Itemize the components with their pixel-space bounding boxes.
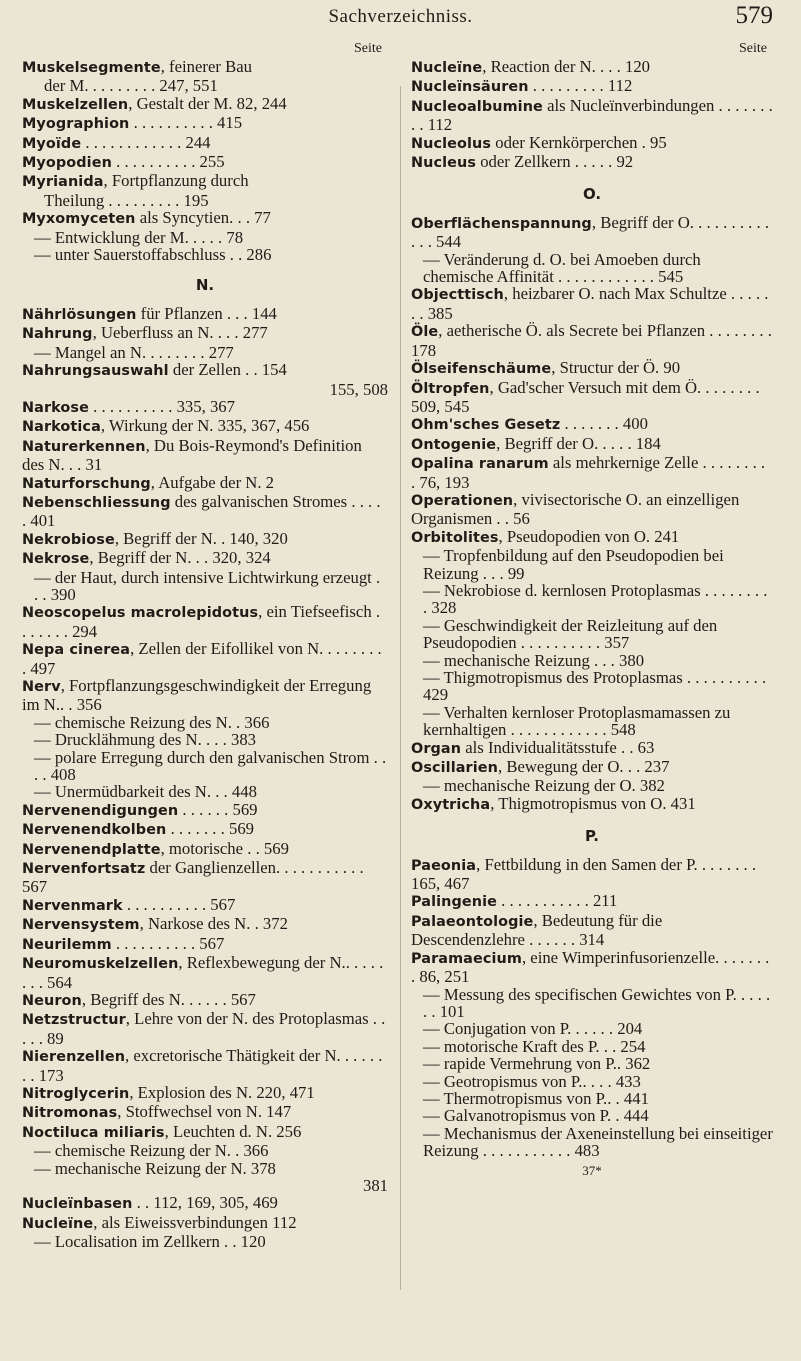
index-column-right — [411, 40, 773, 1179]
entry-keyword: Nucleus — [411, 155, 477, 172]
entry-keyword: Nucleïnsäuren — [411, 79, 529, 96]
index-entry: — der Haut, durch intensive Lichtwirkung erzeugt . . . 390 — [34, 567, 381, 604]
entry-keyword: Palaeontologie — [411, 913, 534, 930]
index-entry: Oberflächenspannung, Begriff der O. . . . . . . . . . . . . 544 — [411, 212, 770, 252]
index-entry: Ölseifenschäume, Structur der Ö. 90 — [411, 358, 681, 378]
index-entry: 155, 508 — [329, 379, 388, 399]
index-entry: — Geotropismus von P.. . . . 433 — [423, 1071, 641, 1091]
entry-keyword: Nucleolus — [411, 135, 492, 152]
section-letter: O. — [582, 185, 602, 204]
entry-keyword: Nekrobiose — [22, 531, 115, 548]
index-entry: Myxomyceten als Syncytien. . . 77 — [22, 208, 271, 228]
index-entry: Nitromonas, Stoffwechsel von N. 147 — [22, 1102, 292, 1122]
index-entry: Paramaecium, eine Wimperinfusorienzelle. . . . . . . . 86, 251 — [411, 947, 770, 987]
entry-keyword: Nervenmark — [22, 897, 123, 914]
index-entry: — Verhalten kernloser Protoplasmamassen zu kernhaltigen . . . . . . . . . . . . 548 — [423, 702, 731, 740]
index-entry: Muskelsegmente, feinerer Bau — [22, 57, 252, 76]
index-entry: — Geschwindigkeit der Reizleitung auf den Pseudopodien . . . . . . . . . . 357 — [423, 615, 718, 653]
entry-list — [411, 58, 773, 1160]
entry-keyword: Myopodien — [22, 155, 112, 172]
index-entry: Nucleïnsäuren . . . . . . . . . 112 — [411, 76, 633, 96]
entry-keyword: Nepa cinerea — [22, 642, 131, 659]
entry-keyword: Nahrungsauswahl — [22, 363, 169, 380]
index-entry: Nucleïne, Reaction der N. . . . 120 — [411, 57, 651, 76]
index-entry: — Mangel an N. . . . . . . . 277 — [34, 342, 234, 362]
index-entry: Operationen, vivisectorische O. an einzelligen Organismen . . 56 — [411, 489, 740, 529]
index-entry: — Veränderung d. O. bei Amoeben durch chemische Affinität . . . . . . . . . . . . 545 — [423, 249, 701, 287]
entry-keyword: Nährlösungen — [22, 306, 137, 323]
entry-keyword: Öltropfen — [411, 380, 490, 397]
entry-keyword: Nierenzellen — [22, 1049, 126, 1066]
index-entry: — rapide Vermehrung von P.. 362 — [423, 1054, 651, 1074]
entry-keyword: Nucleoalbumine — [411, 98, 543, 115]
index-entry: Narkotica, Wirkung der N. 335, 367, 456 — [22, 416, 310, 436]
index-entry: Palingenie . . . . . . . . . . . 211 — [411, 891, 618, 911]
index-entry: — unter Sauerstoffabschluss . . 286 — [34, 245, 272, 265]
running-title: Sachverzeichniss. — [328, 6, 473, 27]
index-entry: Nervenfortsatz der Ganglienzellen. . . . . . . . . . . 567 — [22, 858, 364, 897]
column-divider — [400, 86, 401, 1290]
entry-keyword: Oberflächenspannung — [411, 215, 592, 232]
index-entry: Paeonia, Fettbildung in den Samen der P. . . . . . . . 165, 467 — [411, 854, 757, 894]
entry-keyword: Nitroglycerin — [22, 1085, 130, 1102]
entry-keyword: Myrianida — [22, 174, 104, 191]
index-entry: — Thermotropismus von P.. . 441 — [423, 1088, 649, 1108]
index-entry: Öltropfen, Gad'scher Versuch mit dem Ö. . . . . . . . 509, 545 — [411, 377, 760, 416]
index-entry: — mechanische Reizung . . . 380 — [423, 650, 645, 670]
index-entry: Objecttisch, heizbarer O. nach Max Schultze . . . . . . . 385 — [411, 284, 769, 323]
index-entry: — polare Erregung durch den galvanischen Strom . . . . 408 — [34, 747, 387, 785]
index-entry: — Mechanismus der Axeneinstellung bei einseitiger Reizung . . . . . . . . . . . 483 — [423, 1123, 773, 1161]
entry-keyword: Noctiluca miliaris — [22, 1124, 165, 1141]
entry-keyword: Neuromuskelzellen — [22, 956, 179, 973]
index-entry: Nervenendplatte, motorische . . 569 — [22, 838, 289, 858]
seite-label: Seite — [739, 41, 767, 56]
index-entry: Nucleïnbasen . . 112, 169, 305, 469 — [22, 1193, 278, 1213]
entry-keyword: Nerv — [22, 679, 61, 695]
index-entry: Myopodien . . . . . . . . . . 255 — [22, 152, 225, 172]
entry-keyword: Muskelzellen — [22, 96, 129, 113]
entry-keyword: Oscillarien — [411, 760, 498, 777]
entry-keyword: Myoïde — [22, 135, 82, 152]
index-entry: Netzstructur, Lehre von der N. des Protoplasmas . . . . . 89 — [22, 1009, 386, 1048]
index-entry: 381 — [362, 1175, 388, 1195]
entry-keyword: Myographion — [22, 116, 130, 133]
entry-keyword: Objecttisch — [411, 287, 504, 304]
entry-keyword: Nucleïne — [22, 1215, 94, 1232]
index-entry: — Nekrobiose d. kernlosen Protoplasmas . . . . . . . . . 328 — [423, 580, 768, 618]
index-entry: Orbitolites, Pseudopodien von O. 241 — [411, 526, 680, 546]
section-letter: N. — [195, 276, 215, 295]
index-entry: Nucleoalbumine als Nucleïnverbindungen . . . . . . . . . 112 — [411, 95, 773, 135]
entry-keyword: Organ — [411, 740, 462, 757]
index-entry: — mechanische Reizung der N. 378 — [34, 1158, 276, 1178]
index-entry: Neurilemm . . . . . . . . . . 567 — [22, 933, 225, 953]
index-entry: Nahrung, Ueberfluss an N. . . . 277 — [22, 323, 268, 343]
index-entry: — chemische Reizung des N. . 366 — [34, 712, 270, 732]
entry-keyword: Muskelsegmente — [22, 60, 161, 76]
entry-keyword: Netzstructur — [22, 1012, 126, 1029]
index-entry: — Localisation im Zellkern . . 120 — [34, 1232, 266, 1252]
index-entry: Nucleus oder Zellkern . . . . . 92 — [411, 152, 634, 172]
index-column-left — [22, 40, 388, 1251]
index-entry: Neoscopelus macrolepidotus, ein Tiefseefisch . . . . . . . 294 — [22, 602, 381, 641]
entry-keyword: Öle — [411, 324, 439, 341]
entry-keyword: Narkose — [22, 399, 89, 416]
section-letter: P. — [585, 827, 599, 846]
entry-keyword: Opalina ranarum — [411, 456, 549, 473]
index-entry: — Messung des specifischen Gewichtes von P. . . . . . . 101 — [423, 984, 771, 1021]
index-entry: — Drucklähmung des N. . . . 383 — [34, 730, 257, 750]
index-entry: Oxytricha, Thigmotropismus von O. 431 — [411, 793, 696, 813]
entry-keyword: Naturerkennen — [22, 438, 146, 455]
entry-keyword: Nucleïnbasen — [22, 1196, 133, 1213]
index-entry: Nervensystem, Narkose des N. . 372 — [22, 914, 288, 934]
entry-keyword: Nervenendigungen — [22, 802, 179, 819]
index-entry: — mechanische Reizung der O. 382 — [423, 776, 665, 796]
index-entry: Nährlösungen für Pflanzen . . . 144 — [22, 303, 277, 323]
index-entry: Nebenschliessung des galvanischen Stromes . . . . . 401 — [22, 491, 381, 531]
entry-list — [22, 58, 388, 1251]
index-entry: Öle, aetherische Ö. als Secrete bei Pflanzen . . . . . . . . 178 — [411, 321, 772, 360]
index-entry: Naturerkennen, Du Bois-Reymond's Definition des N. . . 31 — [22, 435, 362, 475]
index-entry: Nahrungsauswahl der Zellen . . 154 — [22, 360, 287, 380]
entry-keyword: Nucleïne — [411, 60, 483, 76]
index-entry: Nervenmark . . . . . . . . . . 567 — [22, 894, 236, 914]
index-entry: Nekrobiose, Begriff der N. . 140, 320 — [22, 528, 288, 548]
index-entry: Noctiluca miliaris, Leuchten d. N. 256 — [22, 1121, 302, 1141]
index-entry: — Entwicklung der M. . . . . 78 — [34, 227, 244, 247]
entry-keyword: Nervenendkolben — [22, 822, 167, 839]
index-entry: Nucleolus oder Kernkörperchen . 95 — [411, 132, 667, 152]
index-entry: Nucleïne, als Eiweissverbindungen 112 — [22, 1212, 297, 1232]
index-entry: Ohm'sches Gesetz . . . . . . . 400 — [411, 414, 648, 434]
entry-keyword: Naturforschung — [22, 475, 151, 492]
index-entry: — Tropfenbildung auf den Pseudopodien bei Reizung . . . 99 — [423, 546, 724, 583]
index-entry: der M. . . . . . . . . 247, 551 — [44, 76, 218, 96]
index-entry: — Thigmotropismus des Protoplasmas . . . . . . . . . . 429 — [423, 668, 767, 705]
index-entry: Nitroglycerin, Explosion des N. 220, 471 — [22, 1082, 315, 1102]
entry-keyword: Nervenfortsatz — [22, 861, 146, 878]
index-entry: Myrianida, Fortpflanzung durch — [22, 171, 249, 191]
index-entry: Myoïde . . . . . . . . . . . . 244 — [22, 132, 211, 152]
index-entry: Neuron, Begriff des N. . . . . . 567 — [22, 989, 256, 1009]
index-entry: Ontogenie, Begriff der O. . . . . 184 — [411, 433, 661, 453]
seite-label: Seite — [354, 41, 382, 56]
index-entry: Theilung . . . . . . . . . 195 — [44, 190, 209, 210]
index-entry: Palaeontologie, Bedeutung für die Descendenzlehre . . . . . . 314 — [411, 910, 663, 950]
index-entry: Nepa cinerea, Zellen der Eifollikel von N. . . . . . . . . 497 — [22, 639, 382, 678]
index-entry: Muskelzellen, Gestalt der M. 82, 244 — [22, 93, 287, 113]
entry-keyword: Nekrose — [22, 551, 90, 568]
entry-keyword: Nervenendplatte — [22, 841, 161, 858]
entry-keyword: Myxomyceten — [22, 211, 136, 228]
entry-keyword: Orbitolites — [411, 529, 499, 546]
index-entry: Nekrose, Begriff der N. . . 320, 324 — [22, 548, 271, 568]
index-entry: — Galvanotropismus von P. . 444 — [423, 1106, 649, 1126]
entry-keyword: Paramaecium — [411, 950, 522, 967]
index-entry: Organ als Individualitätsstufe . . 63 — [411, 737, 655, 757]
entry-keyword: Ohm'sches Gesetz — [411, 417, 561, 434]
entry-keyword: Neurilemm — [22, 936, 112, 953]
index-entry: — chemische Reizung der N. . 366 — [34, 1141, 269, 1161]
index-entry: Opalina ranarum als mehrkernige Zelle . . . . . . . . . 76, 193 — [411, 453, 766, 492]
index-entry: Oscillarien, Bewegung der O. . . 237 — [411, 757, 670, 777]
entry-keyword: Neoscopelus macrolepidotus — [22, 605, 259, 622]
index-entry: Narkose . . . . . . . . . . 335, 367 — [22, 396, 235, 416]
entry-keyword: Paeonia — [411, 857, 477, 874]
entry-keyword: Nitromonas — [22, 1105, 118, 1122]
index-entry: Nierenzellen, excretorische Thätigkeit der N. . . . . . . . 173 — [22, 1046, 383, 1085]
entry-keyword: Nahrung — [22, 326, 93, 343]
entry-keyword: Oxytricha — [411, 796, 491, 813]
page-number: 579 — [735, 2, 773, 29]
entry-keyword: Narkotica — [22, 419, 101, 436]
entry-keyword: Operationen — [411, 492, 514, 509]
index-entry: Myographion . . . . . . . . . . 415 — [22, 113, 243, 133]
index-entry: Neuromuskelzellen, Reflexbewegung der N.. . . . . . . . 564 — [22, 953, 384, 992]
entry-keyword: Nebenschliessung — [22, 494, 171, 511]
index-entry: — motorische Kraft des P. . . 254 — [423, 1036, 646, 1056]
entry-keyword: Palingenie — [411, 894, 497, 911]
index-entry: Nervenendigungen . . . . . . 569 — [22, 799, 258, 819]
entry-keyword: Nervensystem — [22, 917, 140, 934]
index-entry: — Conjugation von P. . . . . . 204 — [423, 1019, 643, 1039]
index-entry: — Unermüdbarkeit des N. . . 448 — [34, 782, 257, 802]
entry-keyword: Ontogenie — [411, 436, 497, 453]
index-entry: Nervenendkolben . . . . . . . 569 — [22, 819, 255, 839]
running-head — [0, 0, 801, 40]
index-entry: Nerv, Fortpflanzungsgeschwindigkeit der Erregung im N.. . 356 — [22, 676, 372, 715]
index-entry: Naturforschung, Aufgabe der N. 2 — [22, 472, 275, 492]
entry-keyword: Ölseifenschäume — [411, 361, 552, 378]
signature-mark: 37* — [582, 1162, 602, 1178]
entry-keyword: Neuron — [22, 992, 82, 1009]
